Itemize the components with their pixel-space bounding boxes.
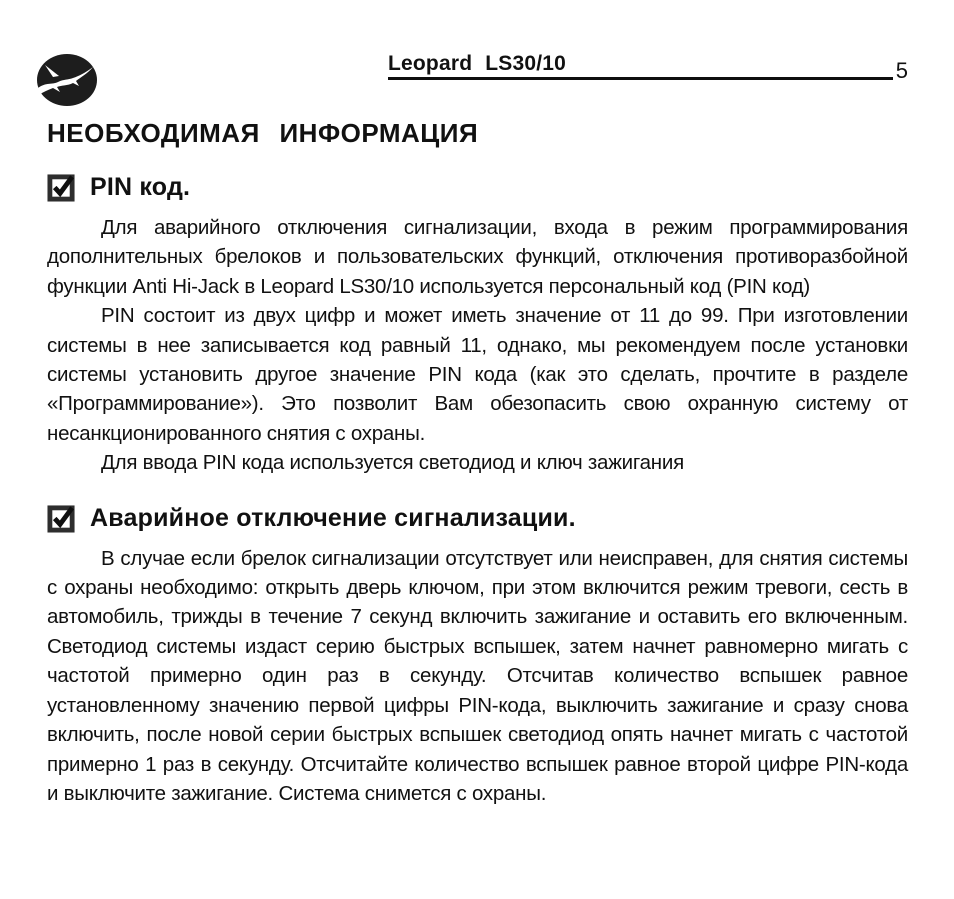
page-header (388, 52, 908, 83)
checked-checkbox-icon (47, 504, 76, 533)
section-heading: PIN код. (90, 173, 191, 201)
section-body (47, 544, 908, 809)
header-rule (388, 52, 893, 80)
page-content (47, 118, 908, 808)
section-pin-code (47, 173, 908, 478)
paragraph: Для ввода PIN кода используется светодиод и ключ зажигания (101, 451, 684, 475)
section-body (47, 213, 908, 478)
section-heading: Аварийное отключение сигнализации. (90, 503, 576, 532)
checked-checkbox-icon (47, 173, 76, 202)
page-number: 5 (895, 58, 908, 83)
page-title: НЕОБХОДИМАЯ ИНФОРМАЦИЯ (47, 118, 479, 148)
header-title: Leopard LS30/10 (388, 52, 567, 75)
section-heading-row (47, 173, 908, 202)
paragraph: В случае если брелок сигнализации отсутствует или неисправен, для снятия системы с охраны необходимо: открыть дверь ключом, при этом включится режим тревоги, сесть в автомобиль, трижды в течение 7 секунд включить зажигание и оставить его включенным. Светодиод системы издаст серию быстрых вспышек, затем начнет равномерно мигать с частотой примерно один раз в секунду. Отсчитав количество вспышек равное установленному значению первой цифры PIN-кода, выключить зажигание и сразу снова включить, после новой серии быстрых вспышек светодиод опять начнет мигать с частотой примерно 1 раз в секунду. Отсчитайте количество вспышек равное второй цифре PIN-кода и выключите зажигание. Система снимется с охраны. (47, 546, 908, 805)
section-heading-row (47, 504, 908, 533)
section-emergency-disarm (47, 504, 908, 809)
leopard-logo-icon (35, 53, 99, 107)
paragraph: Для аварийного отключения сигнализации, входа в режим программирования дополнительных брелоков и пользовательских функций, отключения противоразбойной функции Anti Hi-Jack в Leopard LS30/10 используется персональный код (PIN код) (47, 216, 908, 298)
paragraph: PIN состоит из двух цифр и может иметь значение от 11 до 99. При изготовлении системы в нее записывается код равный 11, однако, мы рекомендуем после установки системы установить другое значение PIN кода (как это сделать, прочтите в разделе «Программирование»). Это позволит Вам обезопасить свою охранную систему от несанкционированного снятия с охраны. (47, 304, 908, 445)
